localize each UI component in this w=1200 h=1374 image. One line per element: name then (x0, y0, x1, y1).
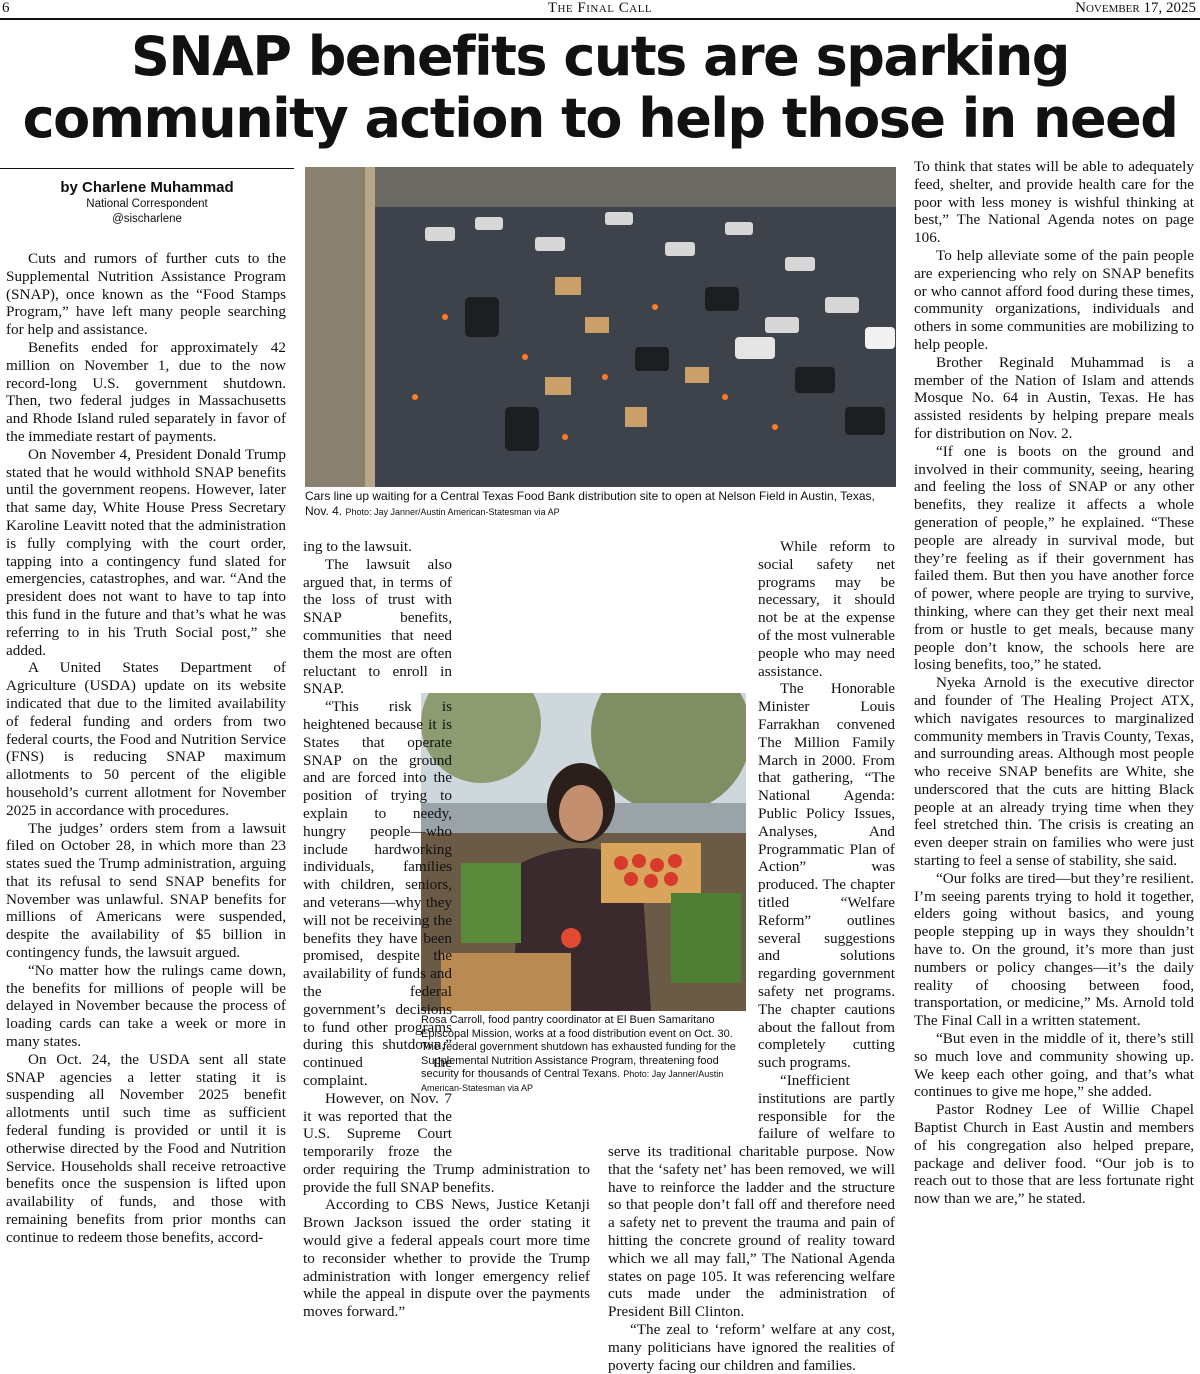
photo2-credit: Photo: Jay Janner/Austin American-Statesman via AP (421, 1069, 724, 1093)
paragraph: The Honorable Minister Louis Farrakhan convened The Million Family March in 2000. From that gathering, “The National Agenda: Public Policy Issues, Analyses, And Programmatic Plan of Action” was produced. The chapter titled “Welfare Reform” outlines several suggestions and solutions regarding government safety net programs. The chapter cautions about the fallout from completely cutting such programs. (758, 680, 895, 1072)
page-number: 6 (2, 0, 10, 16)
paragraph: ing to the lawsuit. (303, 538, 412, 555)
headline-line-1: SNAP benefits cuts are sparking (131, 25, 1069, 88)
byline-author: by Charlene Muhammad (60, 179, 234, 196)
photo2-caption-text: Rosa Carroll, food pantry coordinator at El Buen Samaritano Episcopal Mission, works at a food distribution event on Oct. 30. The federal government shutdown has exhausted funding for the Supplemental Nutrition Assistance Program, threatening food security for thousands of Central Texans. (421, 1014, 736, 1080)
paper-name: The Final Call (547, 0, 653, 16)
photo1-credit: Photo: Jay Janner/Austin American-Statesman via AP (345, 507, 560, 517)
paragraph: On November 4, President Donald Trump stated that he would withhold SNAP benefits until the government reopens. However, later that same day, White House Press Secretary Karoline Leavitt noted that the administration is fully complying with the court order, tapping into a contingency fund slated for emergencies, catastrophes, and war. “And the president does not want to have to tap into this fund in the future and that’s what he was referring to in his Truth Social post,” she added. (6, 445, 286, 659)
paragraph: Pastor Rodney Lee of Willie Chapel Baptist Church in East Austin and members of his congregation also helped prepare, package and deliver food. “Our job is to reach out to those that are less fortunate right now than we are,” he stated. (914, 1101, 1194, 1208)
paragraph: “Our folks are tired—but they’re resilient. I’m seeing parents trying to hold it together, elders going without basics, and young people stepping up in ways they shouldn’t have to. On the ground, it’s more than just numbers or policy changes—it’s the daily reality of choosing between food, transportation, or medicine,” Ms. Arnold told The Final Call in a written statement. (914, 869, 1194, 1030)
paragraph: “Inefficient institutions are partly responsible for the failure of welfare to serve its traditional charitable purpose. Now that the ‘safety net’ has been removed, we will have to reinforce the ladder and the structure so that people don’t fall off and therefore need a safety net to prevent the trauma and pain of hitting the concrete ground of reality toward which we all may fall,” The National Agenda states on page 105. It was referencing welfare cuts made under the administration of President Bill Clinton. (608, 1071, 895, 1321)
paragraph: Cuts and rumors of further cuts to the Supplemental Nutrition Assistance Program (SNAP), once known as the “Food Stamps Program,” have left many people searching for help and assistance. (6, 250, 286, 339)
paragraph: “This risk is heightened because it is States that operate SNAP on the ground and are forced into the position of trying to explain to needy, hungry people—who include hardworking individuals, families with children, seniors, and veterans—why they will not be receiving the benefits they have been promised, despite the availability of funds and the federal government’s decisions to fund other programs during this shutdown,” continued the complaint. (303, 698, 452, 1089)
paragraph: “But even in the middle of it, there’s still so much love and community showing up. We keep each other going, and that’s what continues to give me hope,” she added. (914, 1030, 1194, 1101)
paragraph: “No matter how the rulings came down, the benefits for millions of people will be delayed in November because the process of loading cards can take a week or more in many states. (6, 961, 286, 1051)
photo1-caption (305, 489, 896, 520)
paragraph: To think that states will be able to adequately feed, shelter, and provide health care for the poor with less money is wishful thinking at best,” The National Agenda notes on page 106. (914, 158, 1194, 247)
headline (0, 26, 1200, 150)
byline-handle: @sischarlene (112, 213, 182, 225)
photo-wrap-space (460, 690, 590, 1154)
paragraph: To help alleviate some of the pain people are experiencing who rely on SNAP benefits or who cannot afford food during these times, community organizations, individuals and others in some communities are mobilizing to help people. (914, 246, 1194, 353)
paragraph: “The zeal to ‘reform’ welfare at any cost, many politicians have ignored the realities of poverty facing our children and families. (608, 1321, 895, 1374)
headline-line-2: community action to help those in need (22, 87, 1178, 150)
paragraph: “If one is boots on the ground and involved in their community, seeing, hearing and feeling the loss of SNAP or any other benefits, they realize it affects a whole generation of people,” he explained. “These people are already in survival mode, but they’re feeling as if their government has failed them. But then you have another force of power, where people are trying to survive, thinking, where can they get their next meal from or hustle to get meals, because many people don’t know, the schools here are losing benefits, too,” he stated. (914, 442, 1194, 674)
paragraph: The lawsuit also argued that, in terms of the loss of trust with SNAP benefits, communities that need them the most are often reluctant to enroll in SNAP. (303, 555, 452, 698)
article-column-2 (303, 538, 590, 1321)
article-column-4 (914, 158, 1194, 1208)
paragraph: On Oct. 24, the USDA sent all state SNAP agencies a letter stating it is suspending all November 2025 benefit allotments until such time as sufficient federal funding is provided or until it is otherwise directed by the Food and Nutrition Service. Households shall receive retroactive benefits once the suspension is lifted upon availability of funds, and those with remaining benefits from prior months can continue to redeem those benefits, accord- (6, 1050, 286, 1246)
paragraph: Nyeka Arnold is the executive director and founder of The Healing Project ATX, which navigates resources to marginalized community members in Travis County, Texas, and surrounding areas. Although most people who receive SNAP benefits are White, she underscored that the cuts are hitting Black people at an already trying time when they feel stretched thin. The crisis is creating an even deeper strain on families who were just starting to feel a sense of stability, she said. (914, 674, 1194, 870)
aerial-parking-lot-photo (305, 167, 896, 487)
paragraph: Benefits ended for approximately 42 million on November 1, due to the now record-long U.S. government shutdown. Then, two federal judges in Massachusetts and Rhode Island ruled separately in favor of the immediate restart of payments. (6, 338, 286, 445)
issue-date: November 17, 2025 (1075, 0, 1196, 16)
photo-wrap-space (608, 690, 750, 1138)
paragraph: While reform to social safety net programs may be necessary, it should not be at the expense of the most vulnerable people who may need assistance. (758, 538, 895, 680)
paragraph: However, on Nov. 7 it was reported that the U.S. Supreme Court temporarily froze the order requiring the Trump administration to provide the full SNAP benefits. (303, 1089, 590, 1196)
article-column-3 (608, 538, 895, 1374)
byline-role: National Correspondent (86, 198, 208, 210)
article-column-1 (6, 250, 286, 1247)
paragraph: Brother Reginald Muhammad is a member of the Nation of Islam and attends Mosque No. 64 in Austin, Texas. He has assisted residents by helping prepare meals for distribution on Nov. 2. (914, 353, 1194, 442)
paragraph: According to CBS News, Justice Ketanji Brown Jackson issued the order stating it would give a federal appeals court more time to reconsider whether to provide the Trump administration with longer emergency relief while the appeal in dispute over the payments moves forward.” (303, 1196, 590, 1321)
photo1-caption-text: Cars line up waiting for a Central Texas Food Bank distribution site to open at Nelson Field in Austin, Texas, Nov. 4. (305, 489, 875, 518)
masthead-bar (0, 0, 1200, 20)
paragraph: The judges’ orders stem from a lawsuit filed on October 28, in which more than 23 states sued the Trump administration, arguing that its refusal to send SNAP benefits for November was unlawful. SNAP benefits for millions of Americans were suspended, despite the availability of $5 billion in contingency funds, the lawsuit argued. (6, 819, 286, 962)
byline (0, 168, 294, 227)
aerial-photo-illustration (305, 167, 896, 487)
paragraph: A United States Department of Agriculture (USDA) update on its website indicated that due to the limited availability of federal funding and orders from two federal courts, the Food and Nutrition Service (FNS) is reducing SNAP maximum allotments to 50 percent of the eligible household’s current allotment for November 2025 in accordance with procedures. (6, 659, 286, 819)
